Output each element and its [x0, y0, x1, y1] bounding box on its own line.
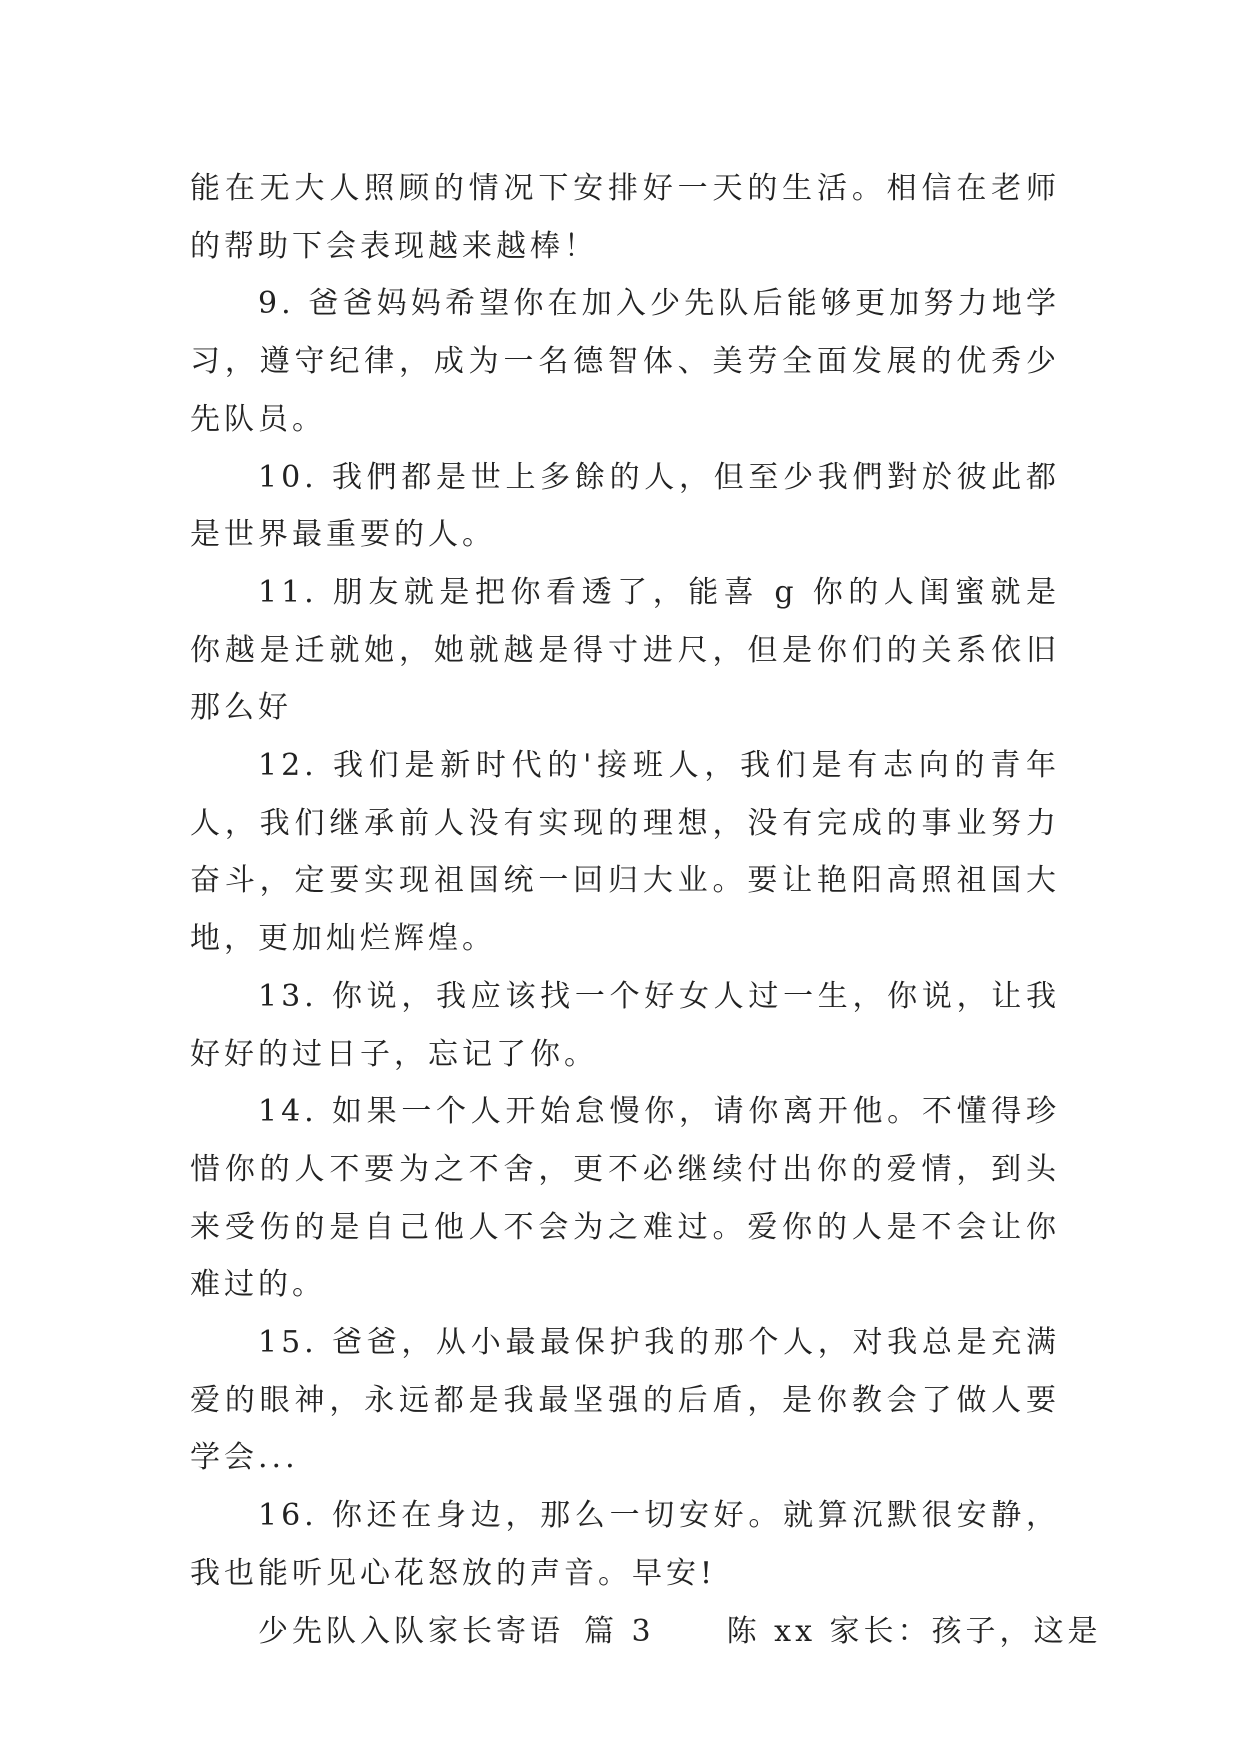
paragraph-14: 14. 如果一个人开始怠慢你，请你离开他。不懂得珍惜你的人不要为之不舍，更不必继续付出你的爱情，到头来受伤的是自己他人不会为之难过。爱你的人是不会让你难过的。: [190, 1094, 1060, 1303]
paragraph-13: 13. 你说，我应该找一个好女人过一生，你说，让我好好的过日子，忘记了你。: [190, 978, 1060, 1072]
paragraph-9: 9. 爸爸妈妈希望你在加入少先队后能够更加努力地学习，遵守纪律，成为一名德智体、美劳全面发展的优秀少先队员。: [190, 286, 1060, 437]
paragraph-15: 15. 爸爸，从小最最保护我的那个人，对我总是充满爱的眼神，永远都是我最坚强的后盾，是你教会了做人要学会...: [190, 1325, 1060, 1476]
paragraph-11: 11. 朋友就是把你看透了，能喜 g 你的人闺蜜就是你越是迁就她，她就越是得寸进尺，但是你们的关系依旧那么好: [190, 574, 1060, 726]
paragraph-continuation: 能在无大人照顾的情况下安排好一天的生活。相信在老师的帮助下会表现越来越棒！: [190, 171, 1060, 264]
section-heading: 少先队入队家长寄语: [258, 1613, 564, 1649]
section-number: 篇 3: [584, 1613, 655, 1649]
section-greeting: 陈 xx 家长：孩子，这是: [726, 1613, 1102, 1649]
paragraph-10: 10. 我們都是世上多餘的人，但至少我們對於彼此都是世界最重要的人。: [190, 459, 1060, 553]
paragraph-12: 12. 我们是新时代的'接班人，我们是有志向的青年人，我们继承前人没有实现的理想，没有完成的事业努力奋斗，定要实现祖国统一回归大业。要让艳阳高照祖国大地，更加灿烂辉煌。: [190, 748, 1060, 957]
section-heading-line: [190, 1603, 1102, 1661]
paragraph-16: 16. 你还在身边，那么一切安好。就算沉默很安静，我也能听见心花怒放的声音。早安!: [190, 1498, 1060, 1591]
document-body: [190, 160, 1102, 1660]
